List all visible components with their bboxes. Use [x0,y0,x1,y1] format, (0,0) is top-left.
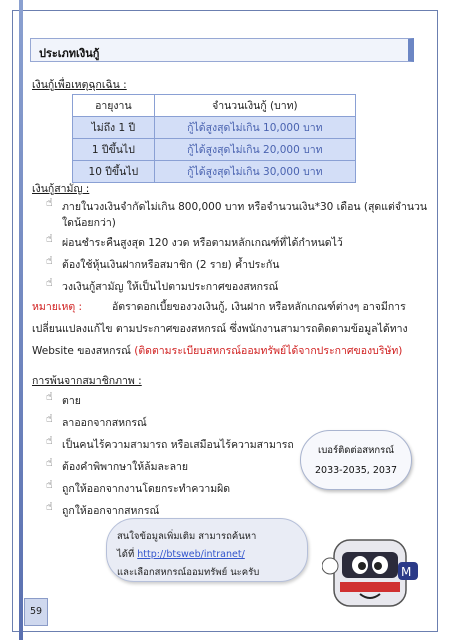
page-side-bar [19,0,23,640]
table-row [73,161,356,183]
contact-title: เบอร์ติดต่อสหกรณ์ [317,445,395,456]
header-tenure: อายุงาน [73,95,155,117]
table-row [73,139,356,161]
pointing-hand-icon: ☝ [46,196,53,209]
list-item: ตาย [62,395,81,407]
list-item: ผ่อนชำระคืนสูงสุด 120 งวด หรือตามหลักเกณฑ์ที่ได้กำหนดไว้ [62,237,343,249]
pointing-hand-icon: ☝ [46,390,53,403]
list-item: เป็นคนไร้ความสามารถ หรือเสมือนไร้ความสามารถ [62,439,294,451]
list-item: ลาออกจากสหกรณ์ [62,417,147,429]
bubble-line-2-text: ได้ที่ [117,549,138,560]
pointing-hand-icon: ☝ [46,276,53,289]
pointing-hand-icon: ☝ [46,254,53,267]
note-line-2: เปลี่ยนแปลงแก้ไข ตามประกาศของสหกรณ์ ซึ่งพนักงานสามารถติดตามข้อมูลได้ทาง [32,323,408,335]
page-number: 59 [24,598,48,626]
list-item: ใดน้อยกว่า) [62,217,116,229]
pointing-hand-icon: ☝ [46,500,53,513]
pointing-hand-icon: ☝ [46,478,53,491]
table-row [73,117,356,139]
bubble-line-1: สนใจข้อมูลเพิ่มเติม สามารถค้นหา [117,531,257,542]
note-line-3 [32,342,402,359]
bubble-line-3: และเลือกสหกรณ์ออมทรัพย์ นะครับ [117,567,260,578]
info-bubble [106,518,308,582]
emergency-loan-table [72,94,356,183]
emergency-loan-heading: เงินกู้เพื่อเหตุฉุกเฉิน : [32,79,127,91]
note-label: หมายเหตุ : [32,301,83,313]
cell-amount: กู้ได้สูงสุดไม่เกิน 10,000 บาท [154,117,355,139]
list-item: ถูกให้ออกจากสหกรณ์ [62,505,160,517]
section-title: ประเภทเงินกู้ [30,38,414,62]
list-item: ถูกให้ออกจากงานโดยกระทำความผิด [62,483,231,495]
intranet-link[interactable]: http://btsweb/intranet/ [137,549,245,560]
ordinary-loan-heading: เงินกู้สามัญ : [32,183,90,195]
list-item: ต้องใช้หุ้นเงินฝากหรือสมาชิก (2 ราย) ค้ำประกัน [62,259,280,271]
pointing-hand-icon: ☝ [46,412,53,425]
table-header-row [73,95,356,117]
cell-tenure: ไม่ถึง 1 ปี [73,117,155,139]
note-line-1: อัตราดอกเบี้ยของวงเงินกู้, เงินฝาก หรือหลักเกณฑ์ต่างๆ อาจมีการ [112,301,406,313]
train-mascot-icon [322,522,426,626]
contact-numbers: 2033-2035, 2037 [315,465,397,476]
list-item: ภายในวงเงินจำกัดไม่เกิน 800,000 บาท หรือจำนวนเงิน*30 เดือน (สุดแต่จำนวน [62,201,428,213]
cell-amount: กู้ได้สูงสุดไม่เกิน 20,000 บาท [154,139,355,161]
list-item: วงเงินกู้สามัญ ให้เป็นไปตามประกาศของสหกรณ์ [62,281,279,293]
pointing-hand-icon: ☝ [46,456,53,469]
pointing-hand-icon: ☝ [46,434,53,447]
cell-tenure: 1 ปีขึ้นไป [73,139,155,161]
cell-tenure: 10 ปีขึ้นไป [73,161,155,183]
note-red-remark: (ติดตามระเบียบสหกรณ์ออมทรัพย์ได้จากประกาศของบริษัท) [134,345,403,357]
contact-callout [300,430,412,490]
bubble-line-2 [117,547,245,562]
pointing-hand-icon: ☝ [46,232,53,245]
list-item: ต้องคำพิพากษาให้ล้มละลาย [62,461,189,473]
svg-text:M: M [401,565,412,579]
cell-amount: กู้ได้สูงสุดไม่เกิน 30,000 บาท [154,161,355,183]
note-website-text: Website ของสหกรณ์ [32,345,135,357]
header-amount: จำนวนเงินกู้ (บาท) [154,95,355,117]
membership-heading: การพ้นจากสมาชิกภาพ : [32,375,142,387]
